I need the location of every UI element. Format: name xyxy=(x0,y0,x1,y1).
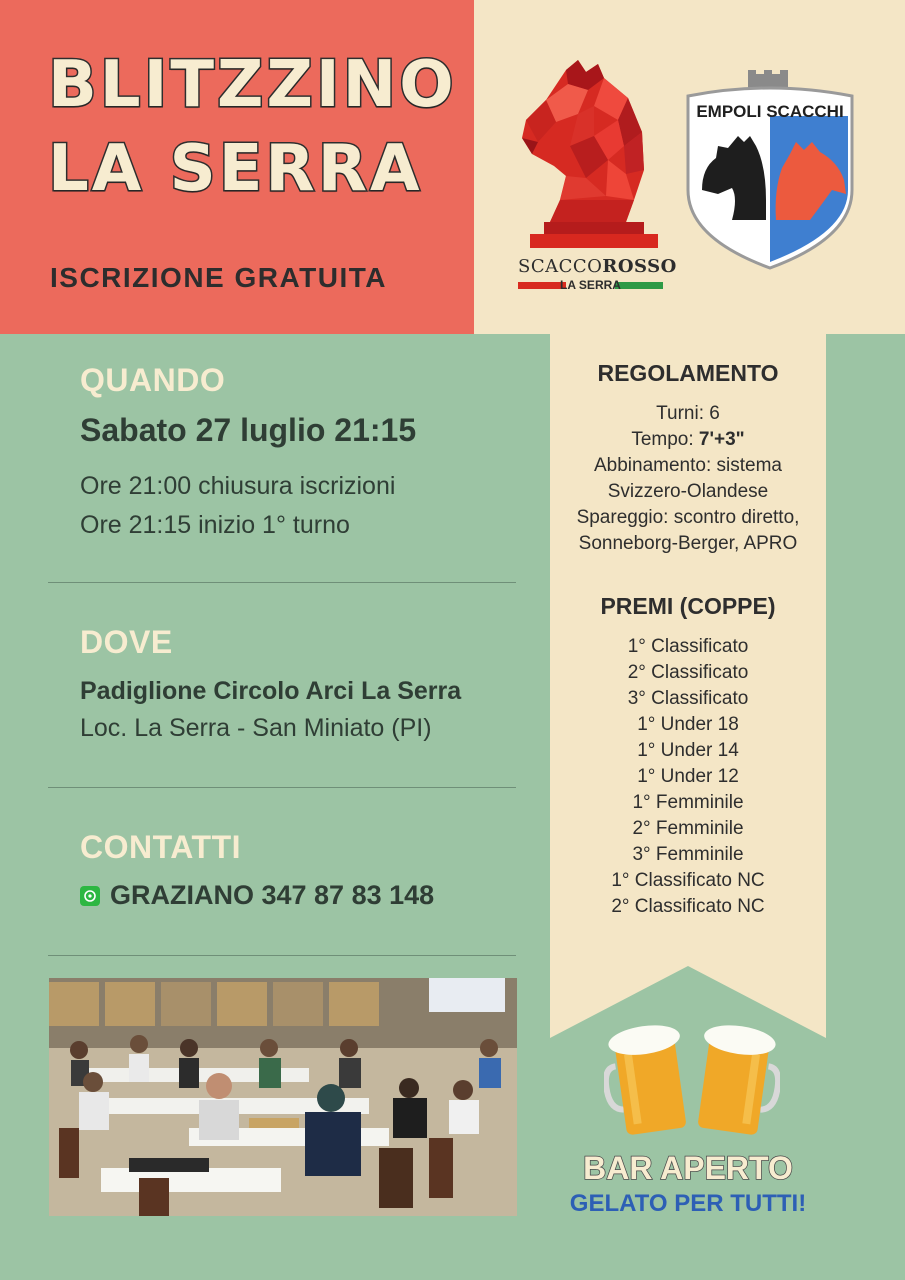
contact-name-phone: GRAZIANO 347 87 83 148 xyxy=(110,880,435,910)
title-line-2: LA SERRA xyxy=(48,132,423,206)
title-line-1: BLITZZINO xyxy=(48,48,457,122)
scaccorosso-sub: LA SERRA xyxy=(560,278,621,292)
rule-spareggio-1: Spareggio: scontro diretto, xyxy=(576,507,800,528)
whatsapp-icon xyxy=(80,886,100,906)
prize-item: 1° Classificato NC xyxy=(611,870,765,891)
contatti-heading: CONTATTI xyxy=(80,829,241,865)
prize-item: 3° Femminile xyxy=(632,844,744,865)
prize-item: 2° Femminile xyxy=(632,818,744,839)
registration-close: Ore 21:00 chiusura iscrizioni xyxy=(80,472,396,500)
contact-line xyxy=(80,880,434,911)
prize-item: 2° Classificato NC xyxy=(611,896,765,917)
subtitle: ISCRIZIONE GRATUITA xyxy=(50,262,388,293)
crest-shield-icon xyxy=(682,70,858,276)
dove-heading: DOVE xyxy=(80,624,173,660)
prize-item: 3° Classificato xyxy=(627,688,749,709)
rule-tempo-label: Tempo: xyxy=(631,429,699,450)
divider xyxy=(48,787,516,788)
rule-abbinamento-1: Abbinamento: sistema xyxy=(594,455,782,476)
beer-mugs-icon xyxy=(604,1022,780,1142)
divider xyxy=(48,582,516,583)
scaccorosso-logo xyxy=(508,50,677,300)
prize-item: 1° Under 18 xyxy=(637,714,739,735)
rule-spareggio-2: Sonneborg-Berger, APRO xyxy=(578,533,798,554)
rule-abbinamento-2: Svizzero-Olandese xyxy=(607,481,769,502)
rule-tempo xyxy=(550,427,826,453)
scaccorosso-name-b: ROSSO xyxy=(602,256,677,277)
rules-column xyxy=(550,360,826,920)
scaccorosso-name-a: SCACCO xyxy=(518,256,603,277)
empoli-scacchi-name: EMPOLI SCACCHI xyxy=(696,102,844,121)
divider xyxy=(48,955,516,956)
prize-item: 1° Classificato xyxy=(627,636,749,657)
prize-item: 2° Classificato xyxy=(627,662,749,683)
gelato-per-tutti: GELATO PER TUTTI! xyxy=(569,1190,807,1217)
venue-location: Loc. La Serra - San Miniato (PI) xyxy=(80,714,432,742)
prize-list xyxy=(550,634,826,920)
first-round-start: Ore 21:15 inizio 1° turno xyxy=(80,511,350,539)
prize-item: 1° Femminile xyxy=(632,792,744,813)
prize-item: 1° Under 14 xyxy=(637,740,739,761)
quando-heading: QUANDO xyxy=(80,362,226,398)
rule-turni: Turni: 6 xyxy=(656,403,720,424)
event-date: Sabato 27 luglio 21:15 xyxy=(80,412,417,448)
prize-item: 1° Under 12 xyxy=(637,766,739,787)
tournament-photo xyxy=(49,978,517,1216)
premi-heading: PREMI (COPPE) xyxy=(600,593,776,619)
regolamento-heading: REGOLAMENTO xyxy=(597,360,779,386)
bar-aperto: BAR APERTO xyxy=(583,1150,793,1186)
rule-tempo-value: 7'+3" xyxy=(698,429,745,450)
venue-name: Padiglione Circolo Arci La Serra xyxy=(80,677,462,705)
empoli-scacchi-crest xyxy=(682,70,858,276)
knight-icon xyxy=(508,50,668,250)
